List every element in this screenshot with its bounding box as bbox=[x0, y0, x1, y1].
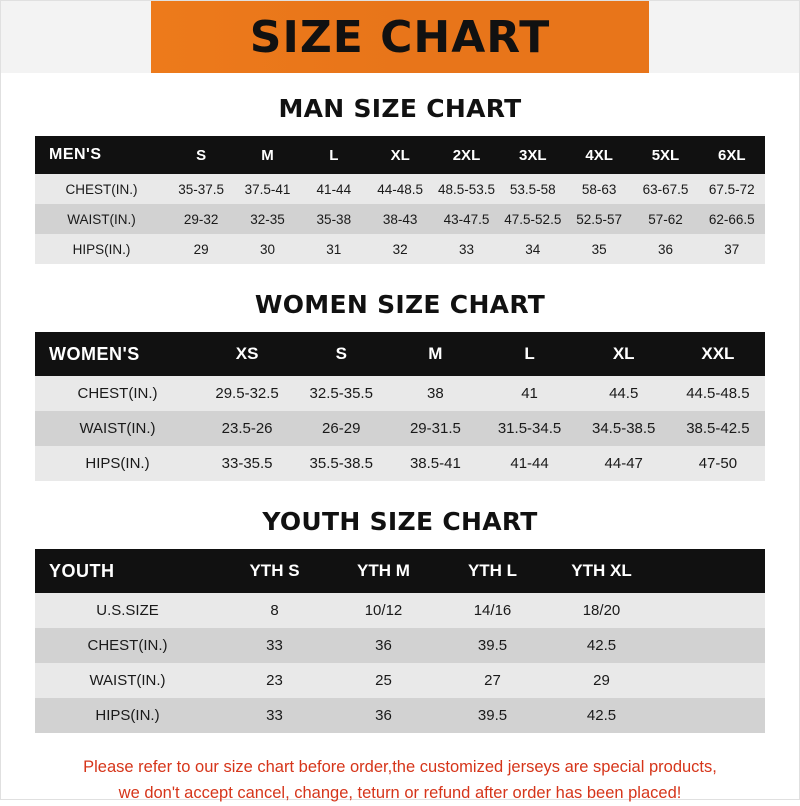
man-table-wrapper bbox=[35, 136, 765, 264]
man-chest-xl: 44-48.5 bbox=[367, 174, 433, 204]
man-chest-5xl: 63-67.5 bbox=[632, 174, 698, 204]
man-waist-6xl: 62-66.5 bbox=[699, 204, 765, 234]
youth-waist-m: 25 bbox=[329, 663, 438, 698]
page-banner bbox=[1, 1, 799, 73]
man-waist-2xl: 43-47.5 bbox=[433, 204, 499, 234]
youth-waist-xl: 29 bbox=[547, 663, 656, 698]
man-hips-m: 30 bbox=[234, 234, 300, 264]
youth-hips-l: 39.5 bbox=[438, 698, 547, 733]
women-hips-s: 35.5-38.5 bbox=[294, 446, 388, 481]
youth-table-header bbox=[35, 549, 765, 593]
man-col-l: L bbox=[301, 136, 367, 174]
man-table-body bbox=[35, 174, 765, 264]
women-table-header bbox=[35, 332, 765, 376]
youth-chest-xl: 42.5 bbox=[547, 628, 656, 663]
women-col-xs: XS bbox=[200, 332, 294, 376]
women-waist-xl: 34.5-38.5 bbox=[577, 411, 671, 446]
man-col-2xl: 2XL bbox=[433, 136, 499, 174]
footer-note-line1: Please refer to our size chart before order,the customized jerseys are special products, bbox=[83, 758, 717, 776]
women-chest-m: 38 bbox=[388, 376, 482, 411]
banner-left-block bbox=[1, 1, 151, 73]
man-waist-xl: 38-43 bbox=[367, 204, 433, 234]
women-hips-l: 41-44 bbox=[482, 446, 576, 481]
women-table-wrapper bbox=[35, 332, 765, 481]
youth-ussize-empty bbox=[656, 593, 765, 628]
man-hips-l: 31 bbox=[301, 234, 367, 264]
women-chest-xxl: 44.5-48.5 bbox=[671, 376, 765, 411]
man-chest-3xl: 53.5-58 bbox=[500, 174, 566, 204]
youth-row-label-ussize: U.S.SIZE bbox=[35, 593, 220, 628]
women-col-l: L bbox=[482, 332, 576, 376]
youth-ussize-s: 8 bbox=[220, 593, 329, 628]
youth-ussize-l: 14/16 bbox=[438, 593, 547, 628]
women-section-heading: WOMEN SIZE CHART bbox=[254, 290, 546, 319]
youth-col-yth-l: YTH L bbox=[438, 549, 547, 593]
man-hips-4xl: 35 bbox=[566, 234, 632, 264]
man-hips-2xl: 33 bbox=[433, 234, 499, 264]
women-table-body bbox=[35, 376, 765, 481]
man-waist-m: 32-35 bbox=[234, 204, 300, 234]
youth-row-label-waist: WAIST(IN.) bbox=[35, 663, 220, 698]
women-col-xxl: XXL bbox=[671, 332, 765, 376]
youth-hips-empty bbox=[656, 698, 765, 733]
youth-row-label-hips: HIPS(IN.) bbox=[35, 698, 220, 733]
women-size-table bbox=[35, 332, 765, 481]
youth-corner-label: YOUTH bbox=[35, 549, 220, 593]
women-hips-xxl: 47-50 bbox=[671, 446, 765, 481]
youth-waist-l: 27 bbox=[438, 663, 547, 698]
table-row bbox=[35, 446, 765, 481]
youth-waist-s: 23 bbox=[220, 663, 329, 698]
youth-ussize-xl: 18/20 bbox=[547, 593, 656, 628]
table-row bbox=[35, 663, 765, 698]
man-waist-l: 35-38 bbox=[301, 204, 367, 234]
women-col-xl: XL bbox=[577, 332, 671, 376]
youth-table-wrapper bbox=[35, 549, 765, 733]
women-chest-xl: 44.5 bbox=[577, 376, 671, 411]
table-row bbox=[35, 628, 765, 663]
youth-chest-m: 36 bbox=[329, 628, 438, 663]
women-waist-m: 29-31.5 bbox=[388, 411, 482, 446]
youth-col-yth-m: YTH M bbox=[329, 549, 438, 593]
man-col-m: M bbox=[234, 136, 300, 174]
women-col-s: S bbox=[294, 332, 388, 376]
man-col-4xl: 4XL bbox=[566, 136, 632, 174]
youth-waist-empty bbox=[656, 663, 765, 698]
man-col-xl: XL bbox=[367, 136, 433, 174]
women-waist-l: 31.5-34.5 bbox=[482, 411, 576, 446]
man-chest-l: 41-44 bbox=[301, 174, 367, 204]
table-header-row bbox=[35, 136, 765, 174]
man-row-label-hips: HIPS(IN.) bbox=[35, 234, 168, 264]
table-row bbox=[35, 204, 765, 234]
man-size-table bbox=[35, 136, 765, 264]
women-corner-label: WOMEN'S bbox=[35, 332, 200, 376]
footer-note-line2: we don't accept cancel, change, teturn or refund after order has been placed! bbox=[118, 783, 682, 802]
youth-chest-s: 33 bbox=[220, 628, 329, 663]
man-chest-s: 35-37.5 bbox=[168, 174, 234, 204]
youth-chest-empty bbox=[656, 628, 765, 663]
youth-hips-s: 33 bbox=[220, 698, 329, 733]
table-row bbox=[35, 593, 765, 628]
youth-col-empty bbox=[656, 549, 765, 593]
banner-right-block bbox=[649, 1, 799, 73]
man-row-label-chest: CHEST(IN.) bbox=[35, 174, 168, 204]
man-hips-5xl: 36 bbox=[632, 234, 698, 264]
man-section-heading: MAN SIZE CHART bbox=[278, 94, 522, 123]
man-waist-4xl: 52.5-57 bbox=[566, 204, 632, 234]
man-waist-s: 29-32 bbox=[168, 204, 234, 234]
youth-hips-m: 36 bbox=[329, 698, 438, 733]
women-hips-xl: 44-47 bbox=[577, 446, 671, 481]
page-title: SIZE CHART bbox=[249, 11, 551, 63]
youth-col-yth-s: YTH S bbox=[220, 549, 329, 593]
table-row bbox=[35, 411, 765, 446]
man-hips-6xl: 37 bbox=[699, 234, 765, 264]
table-row bbox=[35, 376, 765, 411]
youth-size-table bbox=[35, 549, 765, 733]
youth-section-heading: YOUTH SIZE CHART bbox=[262, 507, 538, 536]
man-chest-6xl: 67.5-72 bbox=[699, 174, 765, 204]
youth-chest-l: 39.5 bbox=[438, 628, 547, 663]
women-waist-xs: 23.5-26 bbox=[200, 411, 294, 446]
man-col-6xl: 6XL bbox=[699, 136, 765, 174]
women-hips-xs: 33-35.5 bbox=[200, 446, 294, 481]
women-row-label-hips: HIPS(IN.) bbox=[35, 446, 200, 481]
women-row-label-chest: CHEST(IN.) bbox=[35, 376, 200, 411]
women-col-m: M bbox=[388, 332, 482, 376]
man-hips-3xl: 34 bbox=[500, 234, 566, 264]
youth-table-body bbox=[35, 593, 765, 733]
man-table-header bbox=[35, 136, 765, 174]
youth-ussize-m: 10/12 bbox=[329, 593, 438, 628]
man-chest-4xl: 58-63 bbox=[566, 174, 632, 204]
youth-hips-xl: 42.5 bbox=[547, 698, 656, 733]
man-col-5xl: 5XL bbox=[632, 136, 698, 174]
table-header-row bbox=[35, 332, 765, 376]
women-chest-xs: 29.5-32.5 bbox=[200, 376, 294, 411]
women-chest-l: 41 bbox=[482, 376, 576, 411]
man-row-label-waist: WAIST(IN.) bbox=[35, 204, 168, 234]
table-header-row bbox=[35, 549, 765, 593]
man-hips-xl: 32 bbox=[367, 234, 433, 264]
man-chest-m: 37.5-41 bbox=[234, 174, 300, 204]
man-waist-3xl: 47.5-52.5 bbox=[500, 204, 566, 234]
table-row bbox=[35, 174, 765, 204]
footer-note bbox=[27, 755, 773, 806]
man-waist-5xl: 57-62 bbox=[632, 204, 698, 234]
women-row-label-waist: WAIST(IN.) bbox=[35, 411, 200, 446]
women-waist-xxl: 38.5-42.5 bbox=[671, 411, 765, 446]
table-row bbox=[35, 234, 765, 264]
man-corner-label: MEN'S bbox=[35, 136, 168, 174]
women-waist-s: 26-29 bbox=[294, 411, 388, 446]
man-col-3xl: 3XL bbox=[500, 136, 566, 174]
youth-col-yth-xl: YTH XL bbox=[547, 549, 656, 593]
women-hips-m: 38.5-41 bbox=[388, 446, 482, 481]
man-chest-2xl: 48.5-53.5 bbox=[433, 174, 499, 204]
youth-row-label-chest: CHEST(IN.) bbox=[35, 628, 220, 663]
man-col-s: S bbox=[168, 136, 234, 174]
man-hips-s: 29 bbox=[168, 234, 234, 264]
table-row bbox=[35, 698, 765, 733]
women-chest-s: 32.5-35.5 bbox=[294, 376, 388, 411]
